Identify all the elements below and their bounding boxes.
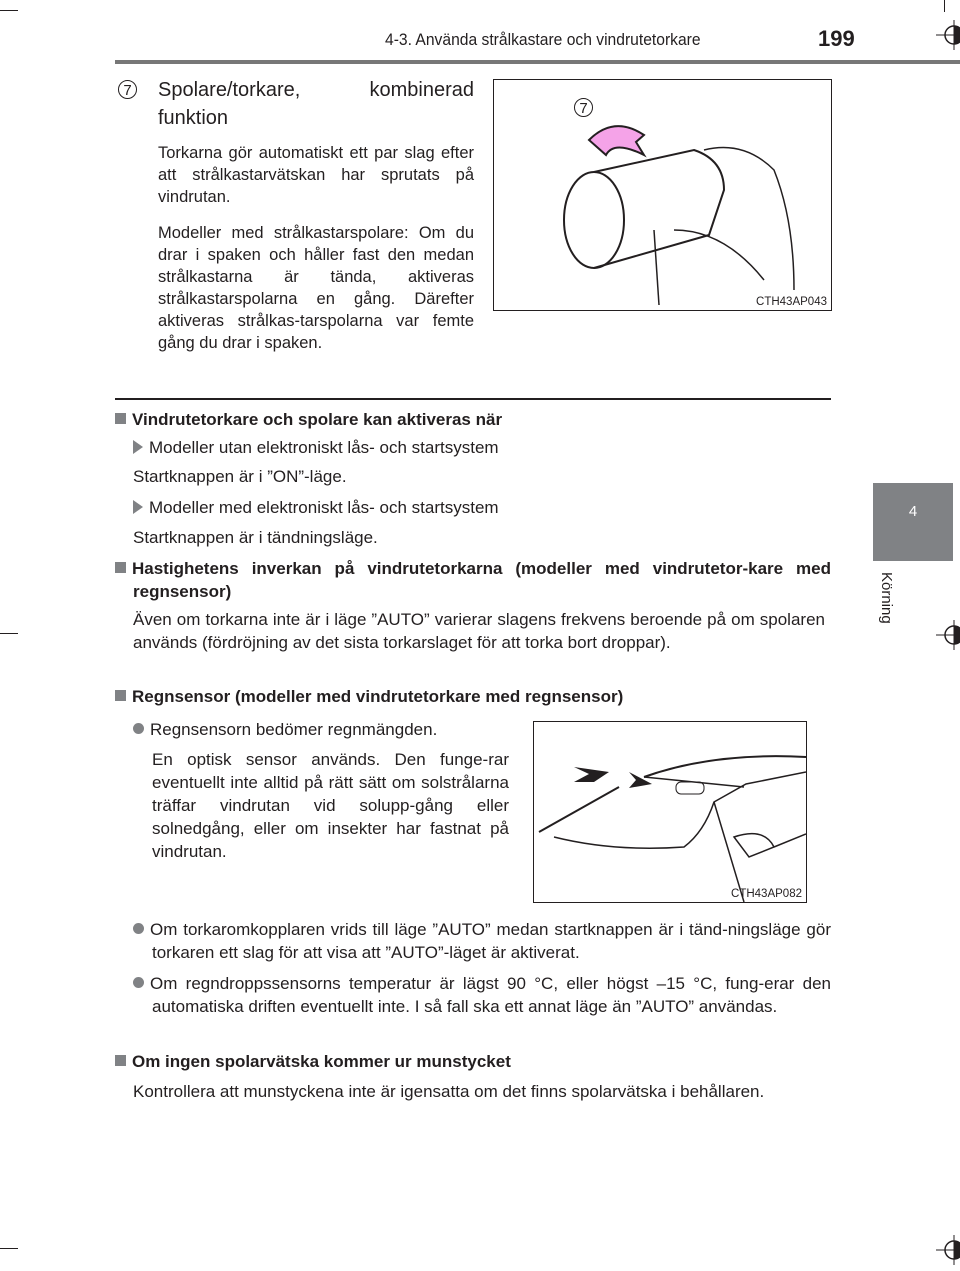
item-title: Spolare/torkare, kombinerad (158, 79, 474, 101)
heading-text: Hastighetens inverkan på vindrutetorkarna (modeller med vindrutetor-kare med regnsensor) (132, 559, 831, 601)
item-7-para-1: Torkarna gör automatiskt ett par slag efter att strålkastarvätskan har sprutats på vindrutan. (158, 144, 474, 206)
page-number: 199 (818, 26, 855, 51)
sub-item-text: Modeller med elektroniskt lås- och startsystem (149, 498, 499, 517)
square-bullet-icon (115, 1055, 126, 1066)
bullet-item (133, 918, 831, 964)
registration-mark-icon (936, 20, 960, 50)
registration-mark-icon (936, 1235, 960, 1265)
heading-text: Vindrutetorkare och spolare kan aktiveras när (132, 410, 503, 429)
round-bullet-icon (133, 723, 144, 734)
crop-mark (0, 633, 18, 634)
bullet-text: Om torkaromkopplaren vrids till läge ”AUTO” medan startknappen är i tänd-ningsläge gör torkaren ett slag för att visa att ”AUTO”-läget är aktiverat. (150, 920, 831, 962)
windshield-illustration (534, 722, 806, 902)
crop-mark (944, 0, 945, 12)
square-bullet-icon (115, 690, 126, 701)
rain-sensor-figure (533, 721, 807, 903)
body-text: En optisk sensor används. Den funge-rar eventuellt inte alltid på rätt sätt om solstrålarna träffar vindrutan vid solupp-gång eller solnedgång, eller om insekter har fastnat på vindrutan. (152, 750, 509, 861)
bullet-text: Regnsensorn bedömer regnmängden. (150, 720, 438, 739)
bullet-text: Om regndroppssensorns temperatur är lägst 90 °C, eller högst –15 °C, fung-erar den automatiska driften eventuellt inte. I så fall ska ett annat läge än ”AUTO” användas. (150, 974, 831, 1016)
triangle-bullet-icon (133, 500, 143, 514)
wiper-lever-figure (493, 79, 832, 311)
bullet-item (133, 718, 437, 741)
item-7-para-2: Modeller med strålkastarspolare: Om du drar i spaken och håller fast den medan strålkastarna är tända, aktiveras strålkastarspolarna en gång. Därefter aktiveras strålkas-tarspolarna var femte gång du drar i spaken. (158, 224, 474, 352)
wiper-lever-illustration (494, 80, 831, 310)
heading-text: Regnsensor (modeller med vindrutetorkare med regnsensor) (132, 687, 624, 706)
section-header: 4-3. Använda strålkastare och vindrutetorkare (385, 30, 701, 49)
body-text: Startknappen är i ”ON”-läge. (133, 467, 347, 486)
figure-callout: 7 (574, 98, 593, 117)
body-text: Startknappen är i tändningsläge. (133, 528, 378, 547)
figure-code: CTH43AP043 (756, 296, 827, 308)
bullet-item (133, 972, 831, 1018)
item-title-cont: funktion (158, 107, 229, 129)
body-text: Även om torkarna inte är i läge ”AUTO” varierar slagens frekvens beroende på om spolaren används (fördröjning av det sista torkarslaget för att torka bort droppar). (133, 610, 825, 652)
sub-item (133, 436, 499, 459)
body-text: Kontrollera att munstyckena inte är igensatta om det finns spolarvätska i behållaren. (133, 1082, 765, 1101)
header-rule (115, 60, 960, 64)
section-heading (115, 1050, 511, 1073)
figure-code: CTH43AP082 (731, 888, 802, 900)
sub-item (133, 496, 499, 519)
heading-text: Om ingen spolarvätska kommer ur munstycket (132, 1052, 511, 1071)
section-heading (115, 408, 502, 431)
section-heading (115, 685, 623, 708)
registration-mark-icon (936, 620, 960, 650)
round-bullet-icon (133, 977, 144, 988)
chapter-tab: 4 (873, 483, 953, 561)
round-bullet-icon (133, 923, 144, 934)
square-bullet-icon (115, 413, 126, 424)
triangle-bullet-icon (133, 440, 143, 454)
chapter-label: Körning (878, 572, 895, 624)
item-number: 7 (118, 80, 137, 99)
section-divider (115, 398, 831, 400)
sub-item-text: Modeller utan elektroniskt lås- och startsystem (149, 438, 499, 457)
section-heading (115, 557, 831, 603)
crop-mark (0, 1248, 18, 1249)
crop-mark (0, 10, 18, 11)
square-bullet-icon (115, 562, 126, 573)
